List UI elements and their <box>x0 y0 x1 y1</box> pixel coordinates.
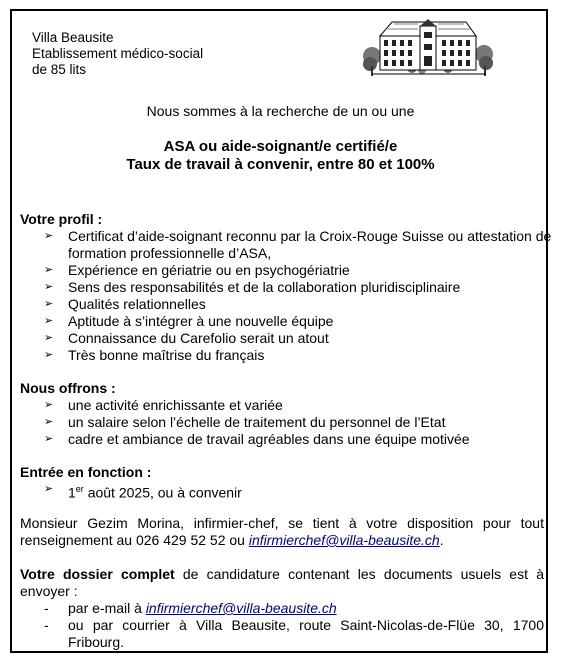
arrow-bullet-icon: ➢ <box>44 416 54 428</box>
list-item: ➢ Certificat d’aide-soignant reconnu par la Croix-Rouge Suisse ou attestation de formation professionnelle d’ASA, <box>44 228 552 261</box>
arrow-bullet-icon: ➢ <box>44 298 54 310</box>
job-title-block <box>0 138 561 174</box>
start-date-section <box>20 464 242 502</box>
org-capacity: de 85 lits <box>32 62 87 77</box>
list-item: ➢ une activité enrichissante et variée <box>44 397 283 413</box>
list-item: ➢ 1er août 2025, ou à convenir <box>44 483 242 501</box>
list-item: ➢ un salaire selon l’échelle de traitement du personnel de l’Etat <box>44 414 446 430</box>
arrow-bullet-icon: ➢ <box>44 230 54 242</box>
arrow-bullet-icon: ➢ <box>44 349 54 361</box>
list-item: ➢ Qualités relationnelles <box>44 296 206 312</box>
offer-section <box>20 380 470 448</box>
contact-email-link[interactable]: infirmierchef@villa-beausite.ch <box>248 532 440 548</box>
arrow-bullet-icon: ➢ <box>44 281 54 293</box>
application-email-link[interactable]: infirmierchef@villa-beausite.ch <box>145 600 337 616</box>
contact-paragraph: Monsieur Gezim Morina, infirmier-chef, se tient à votre disposition pour tout renseignement au 026 429 52 52 ou infirmierchef@villa-beausite.ch. <box>20 515 544 548</box>
offer-heading: Nous offrons : <box>20 380 116 396</box>
list-item: ➢ Connaissance du Carefolio serait un atout <box>44 330 329 346</box>
list-item: ➢ Sens des responsabilités et de la collaboration pluridisciplinaire <box>44 279 461 295</box>
application-methods-list <box>20 600 544 651</box>
application-intro: Votre dossier complet de candidature contenant les documents usuels est à envoyer : <box>20 566 544 599</box>
list-item: ➢ Expérience en gériatrie ou en psychogériatrie <box>44 262 350 278</box>
arrow-bullet-icon: ➢ <box>44 399 54 411</box>
arrow-bullet-icon: ➢ <box>44 433 54 445</box>
work-rate: Taux de travail à convenir, entre 80 et 100% <box>126 156 435 173</box>
start-date-heading: Entrée en fonction : <box>20 464 152 480</box>
org-name: Villa Beausite <box>32 30 114 45</box>
start-date-list <box>20 481 242 502</box>
list-item: ➢ Aptitude à s’intégrer à une nouvelle équipe <box>44 313 334 329</box>
list-item: ➢ cadre et ambiance de travail agréables dans une équipe motivée <box>44 431 470 447</box>
arrow-bullet-icon: ➢ <box>44 264 54 276</box>
profile-heading: Votre profil : <box>20 211 103 227</box>
list-item: - ou par courrier à Villa Beausite, route Saint-Nicolas-de-Flüe 30, 1700 Fribourg. <box>44 617 544 650</box>
building-illustration-icon <box>362 18 494 78</box>
org-type: Etablissement médico-social <box>32 46 204 61</box>
profile-section <box>20 211 561 364</box>
arrow-bullet-icon: ➢ <box>44 332 54 344</box>
dash-bullet: - <box>44 600 49 616</box>
organization-block <box>32 30 203 78</box>
dash-bullet: - <box>44 617 49 633</box>
arrow-bullet-icon: ➢ <box>44 315 54 327</box>
arrow-bullet-icon: ➢ <box>44 483 54 495</box>
intro-text: Nous sommes à la recherche de un ou une <box>146 103 415 119</box>
application-section <box>20 566 544 651</box>
job-title: ASA ou aide-soignant/e certifié/e <box>163 138 398 155</box>
list-item: ➢ Très bonne maîtrise du français <box>44 347 265 363</box>
profile-list <box>20 228 561 364</box>
offer-list <box>20 397 470 448</box>
list-item: - par e-mail à infirmierchef@villa-beausite.ch <box>44 600 337 616</box>
